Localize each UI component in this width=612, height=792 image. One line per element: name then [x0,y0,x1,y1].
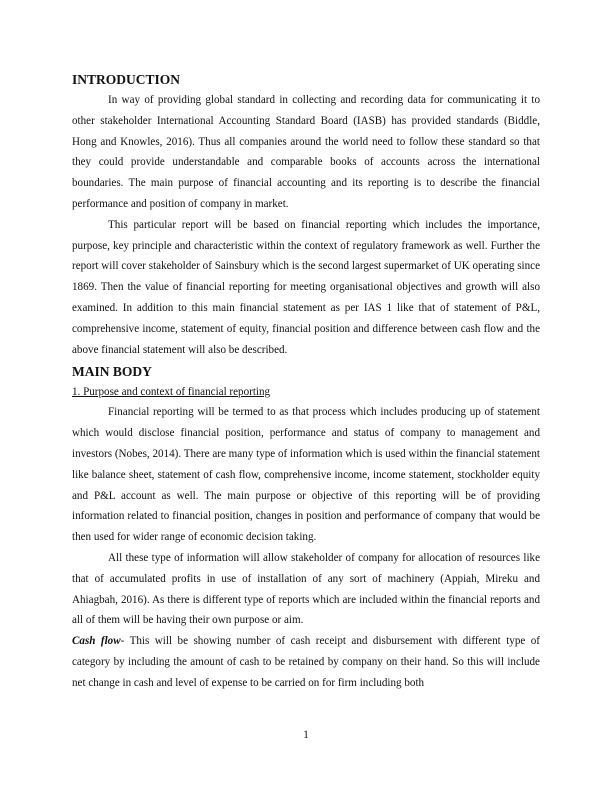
intro-paragraph-1: In way of providing global standard in collecting and recording data for communicating it to other stakeholder International Accounting Standard Board (IASB) has provided standards (Biddle, Hong and Knowles, 2016). Thus all companies around the world need to follow these standard so that they could provide understandable and comparable books of accounts across the international boundaries. The main purpose of financial accounting and its reporting is to describe the financial performance and position of company in market. [72,94,540,210]
page-number: 1 [303,729,309,741]
main-paragraph-2: All these type of information will allow stakeholder of company for allocation of resources like that of accumulated profits in use of installation of any sort of machinery (Appiah, Mireku and Ahiagbah, 2016). As there is different type of reports which are included within the financial reports and all of them will be having their own purpose or aim. [72,551,540,627]
cash-flow-paragraph [72,631,540,693]
main-paragraph-1: Financial reporting will be termed to as that process which includes producing up of statement which would disclose financial position, performance and status of company to management and investors (Nobes, 2014). There are many type of information which is used within the financial statement like balance sheet, statement of cash flow, comprehensive income, income statement, stockholder equity and P&L account as well. The main purpose or objective of this reporting will be of providing information related to financial position, changes in position and performance of company that would be then used for wider range of economic decision taking. [72,406,540,544]
intro-paragraph-2: This particular report will be based on financial reporting which includes the importance, purpose, key principle and characteristic within the context of regulatory framework as well. Further the report will cover stakeholder of Sainsbury which is the second largest supermarket of UK operating since 1869. Then the value of financial reporting for meeting organisational objectives and growth will also examined. In addition to this main financial statement as per IAS 1 like that of statement of P&L, comprehensive income, statement of equity, financial position and difference between cash flow and the above financial statement will also be described. [72,218,540,356]
main-body-heading: MAIN BODY [72,364,152,380]
cash-flow-text: - This will be showing number of cash receipt and disbursement with different type of category by including the amount of cash to be retained by company on their hand. So this will include net change in cash and level of expense to be carried on for firm including both [72,635,541,689]
cash-flow-term: Cash flow [72,635,121,648]
page-content [72,70,540,694]
introduction-heading: INTRODUCTION [72,72,181,87]
section-1-subheading: 1. Purpose and context of financial reporting [72,386,271,399]
